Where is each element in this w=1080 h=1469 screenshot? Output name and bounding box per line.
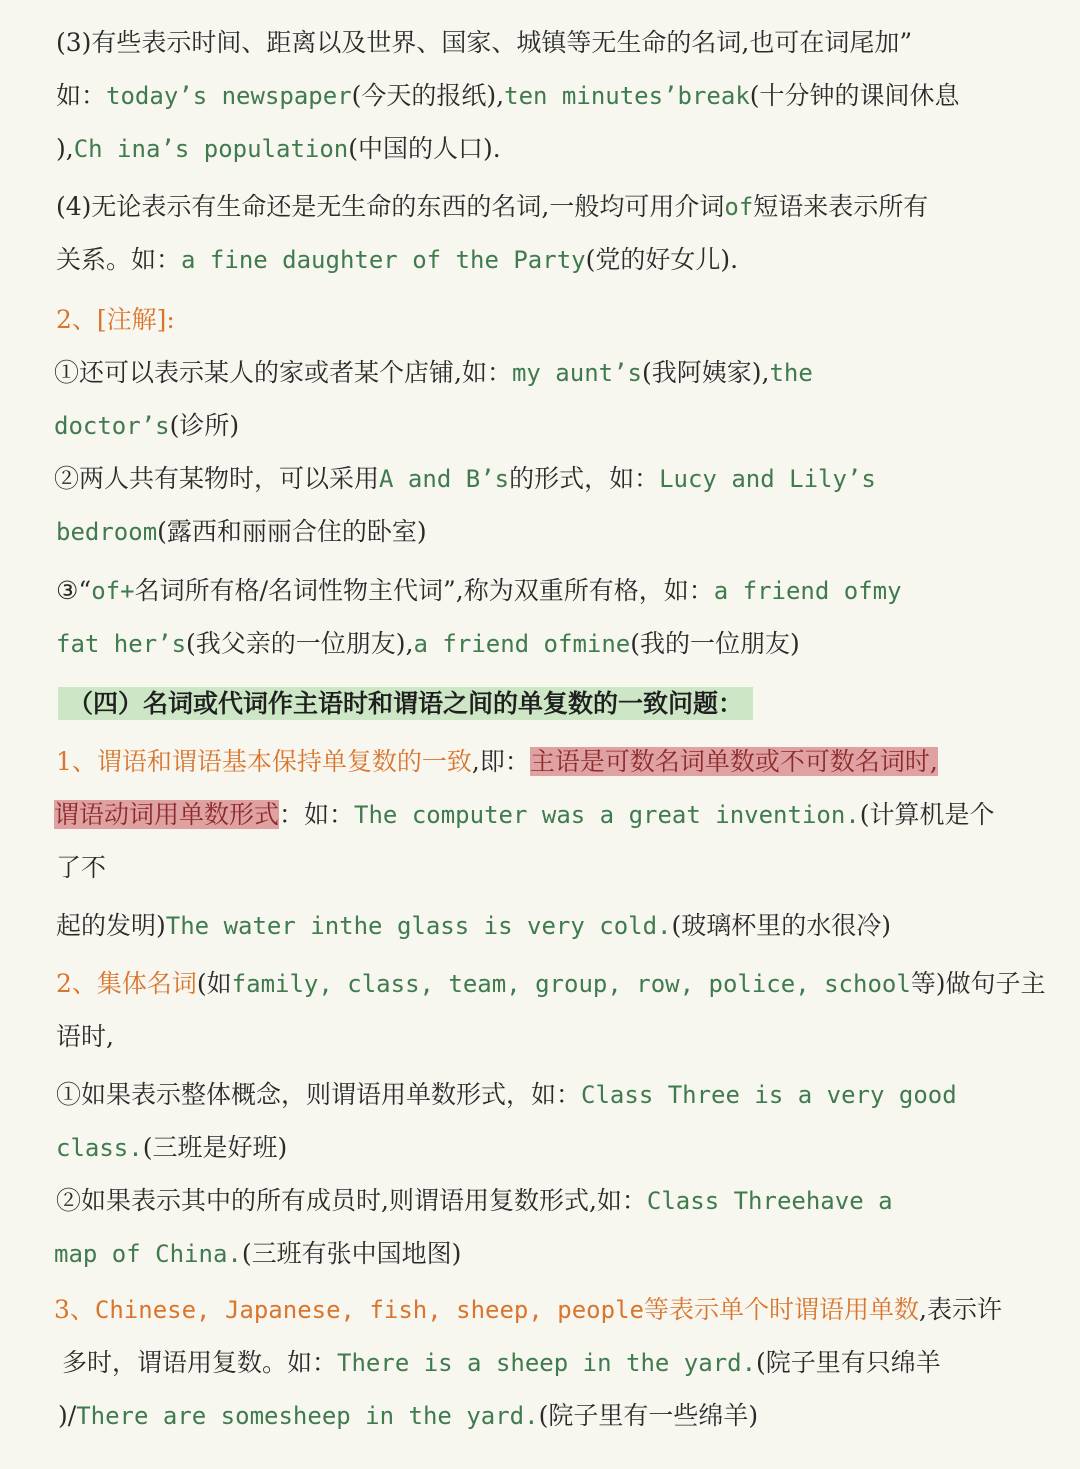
en-example: family, class, team, group, row, police, school — [231, 970, 911, 998]
text-line-9 — [54, 461, 876, 497]
cn-text: (中国的人口). — [348, 134, 501, 163]
cn-text: 起的发明) — [56, 911, 166, 940]
text-line-10 — [56, 514, 427, 550]
en-example: Chinese, Japanese, fish, sheep, people — [94, 1296, 644, 1324]
text-line-15 — [54, 797, 995, 833]
section-heading-subject-verb — [58, 686, 753, 722]
cn-text: (我父亲的一位朋友), — [186, 629, 414, 658]
highlighted-rule: 主语是可数名词单数或不可数名词时, — [529, 747, 938, 776]
text-line-1 — [56, 25, 912, 61]
cn-text: (诊所) — [169, 411, 240, 440]
rule-heading: 等表示单个时谓语用单数 — [643, 1295, 919, 1324]
text-line-17 — [56, 908, 891, 944]
cn-text: (如 — [196, 969, 232, 998]
en-example: bedroom — [56, 518, 158, 546]
rule-heading: 1、谓语和谓语基本保持单复数的一致 — [56, 747, 472, 776]
text-line-3 — [56, 131, 501, 167]
rule-heading: 3、 — [54, 1295, 95, 1324]
cn-text: (三班有张中国地图) — [241, 1239, 462, 1268]
cn-text: ,表示许 — [919, 1295, 1002, 1324]
cn-text: 关系。如： — [56, 245, 182, 274]
cn-text: (三班是好班) — [142, 1133, 288, 1162]
text-line-23 — [54, 1236, 461, 1272]
text-line-20 — [56, 1077, 957, 1113]
cn-text: (3)有些表示时间、距离以及世界、国家、城镇等无生命的名词,也可在词尾加” — [56, 28, 913, 57]
en-example: Class Three is a very good — [581, 1081, 957, 1109]
en-example: a friend ofmine — [413, 630, 631, 658]
cn-text: 短语来表示所有 — [753, 192, 929, 221]
cn-text: ：如： — [279, 800, 355, 829]
cn-text: ①如果表示整体概念，则谓语用单数形式，如： — [56, 1080, 582, 1109]
en-example: Class Threehave a — [646, 1187, 893, 1215]
text-line-14 — [56, 744, 938, 780]
en-example: There are somesheep in the yard. — [76, 1402, 539, 1430]
cn-text: )/ — [58, 1401, 77, 1430]
cn-text: 多时，谓语用复数。如： — [62, 1348, 338, 1377]
en-example: map of China. — [54, 1240, 242, 1268]
en-example: my aunt’s — [511, 359, 642, 387]
cn-text: (十分钟的课间休息 — [749, 81, 960, 110]
text-line-8 — [54, 408, 239, 444]
en-example: class. — [56, 1134, 143, 1162]
en-example: ten minutes’break — [504, 82, 750, 110]
text-line-5 — [56, 242, 738, 278]
cn-text: (院子里有一些绵羊) — [538, 1401, 759, 1430]
cn-text: (玻璃杯里的水很冷) — [671, 911, 892, 940]
cn-text: (我的一位朋友) — [630, 629, 800, 658]
cn-text: 的形式，如： — [509, 464, 660, 493]
cn-text: (院子里有只绵羊 — [756, 1348, 941, 1377]
text-line-16 — [56, 850, 106, 886]
cn-text: 语时, — [56, 1022, 114, 1051]
text-line-21 — [56, 1130, 287, 1166]
section-heading-notes — [56, 302, 175, 338]
text-line-19 — [56, 1019, 114, 1055]
cn-text: 了不 — [56, 853, 107, 882]
cn-text: (我阿姨家), — [642, 358, 770, 387]
cn-text: (露西和丽丽合住的卧室) — [157, 517, 427, 546]
text-line-7 — [54, 355, 813, 391]
cn-text: ②两人共有某物时，可以采用 — [54, 464, 380, 493]
cn-text: (4)无论表示有生命还是无生命的东西的名词,一般均可用介词 — [56, 192, 725, 221]
cn-text: ,即： — [471, 747, 530, 776]
text-line-24 — [54, 1292, 1002, 1328]
en-example: doctor’s — [54, 412, 170, 440]
cn-text: ), — [56, 134, 74, 163]
en-example: of+ — [91, 577, 135, 605]
text-line-12 — [56, 626, 800, 662]
en-example: fat her’s — [56, 630, 187, 658]
cn-text: ③“ — [56, 576, 92, 605]
en-example: the — [769, 359, 813, 387]
heading-text: （四）名词或代词作主语时和谓语之间的单复数的一致问题： — [58, 687, 753, 720]
text-line-2 — [56, 78, 960, 114]
cn-text: ②如果表示其中的所有成员时,则谓语用复数形式,如： — [56, 1186, 647, 1215]
en-example: Lucy and Lily’s — [659, 465, 876, 493]
cn-text: ①还可以表示某人的家或者某个店铺,如： — [54, 358, 512, 387]
en-example: A and B’s — [379, 465, 510, 493]
text-line-4 — [56, 189, 928, 225]
en-example: a fine daughter of the Party — [181, 246, 586, 274]
highlighted-rule: 谓语动词用单数形式 — [54, 800, 280, 829]
text-line-11 — [56, 573, 902, 609]
en-example: Ch ina’s population — [73, 135, 349, 163]
text-line-22 — [56, 1183, 893, 1219]
en-example: of — [724, 193, 754, 221]
rule-heading: 2、集体名词 — [56, 969, 197, 998]
text-line-25 — [62, 1345, 941, 1381]
en-example: today’s newspaper — [106, 82, 352, 110]
en-example: The water inthe glass is very cold. — [165, 912, 672, 940]
en-example: a friend ofmy — [713, 577, 902, 605]
text-line-18 — [56, 966, 1046, 1002]
cn-text: 名词所有格/名词性物主代词”,称为双重所有格，如： — [134, 576, 714, 605]
cn-text: (计算机是个 — [859, 800, 995, 829]
en-example: There is a sheep in the yard. — [337, 1349, 757, 1377]
en-example: The computer was a great invention. — [354, 801, 860, 829]
cn-text: (今天的报纸), — [351, 81, 505, 110]
cn-text: 如： — [56, 81, 107, 110]
heading-text: 2、[注解]: — [56, 305, 175, 334]
text-line-26 — [58, 1398, 758, 1434]
cn-text: 等)做句子主 — [910, 969, 1046, 998]
cn-text: (党的好女儿). — [585, 245, 739, 274]
